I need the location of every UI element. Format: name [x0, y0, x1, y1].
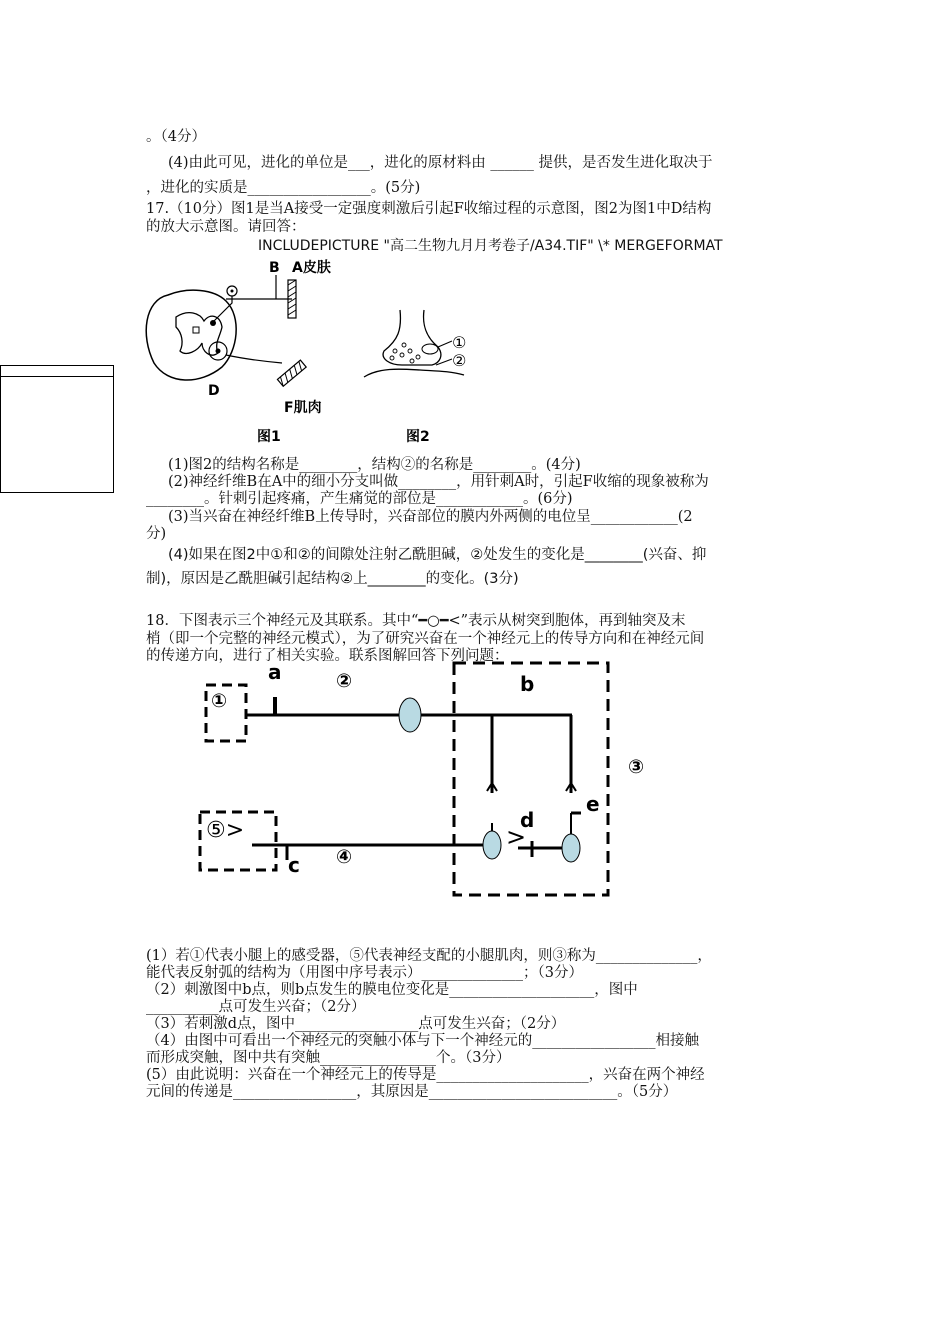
fig2-label-1: ① — [452, 333, 467, 352]
label-point-d: d — [520, 808, 535, 832]
q17-sub-3a: (3)当兴奋在神经纤维B上传导时，兴奋部位的膜内外两侧的电位呈____________(2 — [168, 509, 693, 525]
label-point-c: c — [288, 853, 300, 877]
q18-sub-2b: __________点可发生兴奋；（2分） — [146, 999, 366, 1015]
q18-line-1: 18．下图表示三个神经元及其联系。其中“━○━<”表示从树突到胞体，再到轴突及末 — [146, 613, 686, 629]
label-point-a: a — [268, 660, 282, 684]
q17-line-1: 17.（10分）图1是当A接受一定强度刺激后引起F收缩过程的示意图，图2为图1中D结构 — [146, 201, 712, 217]
q17-sub-4a: (4)如果在图2中①和②的间隙处注射乙酰胆碱，②处发生的变化是________(兴奋、抑 — [168, 547, 707, 563]
side-margin-box — [0, 365, 114, 493]
fig1-label-d: D — [208, 383, 220, 399]
q17-sub-1: (1)图2的结构名称是________，结构②的名称是________。(4分) — [168, 457, 581, 473]
q17-sub-2b: ________。针刺引起疼痛，产生痛觉的部位是____________。(6分) — [146, 491, 573, 507]
figure-18-neurons — [190, 655, 670, 905]
q18-sub-5a: (5）由此说明：兴奋在一个神经元上的传导是_____________________，兴奋在两个神经 — [146, 1067, 705, 1083]
q16-line-2: (4)由此可见，进化的单位是___，进化的原材料由 ______ 提供，是否发生进化取决于 — [168, 155, 713, 171]
q18-sub-2a: （2）刺激图中b点，则b点发生的膜电位变化是____________________，图中 — [146, 982, 638, 998]
q18-line-2: 梢（即一个完整的神经元模式），为了研究兴奋在一个神经元上的传导方向和在神经元间 — [146, 631, 705, 647]
label-point-e: e — [586, 792, 600, 816]
q16-line-3: ，进化的实质是_________________。(5分) — [146, 180, 421, 196]
q18-sub-4a: （4）由图中可看出一个神经元的突触小体与下一个神经元的_________________相接触 — [146, 1033, 699, 1049]
include-picture-field: INCLUDEPICTURE "高二生物九月月考卷子/A34.TIF" \* MERGEFORMAT — [258, 238, 723, 254]
figure-17 — [140, 255, 500, 455]
q18-sub-5b: 元间的传递是_________________，其原因是__________________________。（5分） — [146, 1084, 678, 1100]
label-center-3: ③ — [628, 756, 645, 778]
q18-sub-3: （3）若刺激d点，图中_________________点可发生兴奋；（2分） — [146, 1016, 566, 1032]
synapse-arrow: > — [506, 823, 527, 851]
fig2-label-2: ② — [452, 351, 467, 370]
q17-sub-2a: (2)神经纤维B在A中的细小分支叫做________，用针刺A时，引起F收缩的现象被称为 — [168, 474, 709, 490]
label-neuron-2: ② — [336, 670, 353, 692]
fig2-caption: 图2 — [406, 429, 430, 445]
label-point-b: b — [520, 672, 535, 696]
side-box-rule — [1, 376, 113, 377]
q17-sub-4b: 制)，原因是乙酰胆碱引起结构②上________的变化。(3分) — [146, 571, 519, 587]
fig1-label-f: F肌肉 — [284, 400, 322, 416]
fig1-label-a: A皮肤 — [292, 260, 331, 276]
label-effector-5: ⑤> — [206, 818, 245, 843]
q16-line-1: 。（4分） — [146, 129, 206, 145]
q18-sub-4b: 而形成突触，图中共有突触________________个。（3分） — [146, 1050, 511, 1066]
q18-sub-1a: (1）若①代表小腿上的感受器，⑤代表神经支配的小腿肌肉，则③称为______________， — [146, 948, 712, 964]
label-receptor-1: ① — [211, 690, 228, 712]
label-neuron-4: ④ — [336, 846, 353, 868]
q18-sub-1b: 能代表反射弧的结构为（用图中序号表示）______________；（3分） — [146, 965, 583, 981]
fig1-caption: 图1 — [257, 429, 281, 445]
q17-line-2: 的放大示意图。请回答： — [146, 219, 306, 235]
fig1-label-b: B — [269, 260, 280, 276]
q17-sub-3b: 分) — [146, 526, 167, 542]
q18-line-3: 的传递方向，进行了相关实验。联系图解回答下列问题： — [146, 648, 509, 664]
